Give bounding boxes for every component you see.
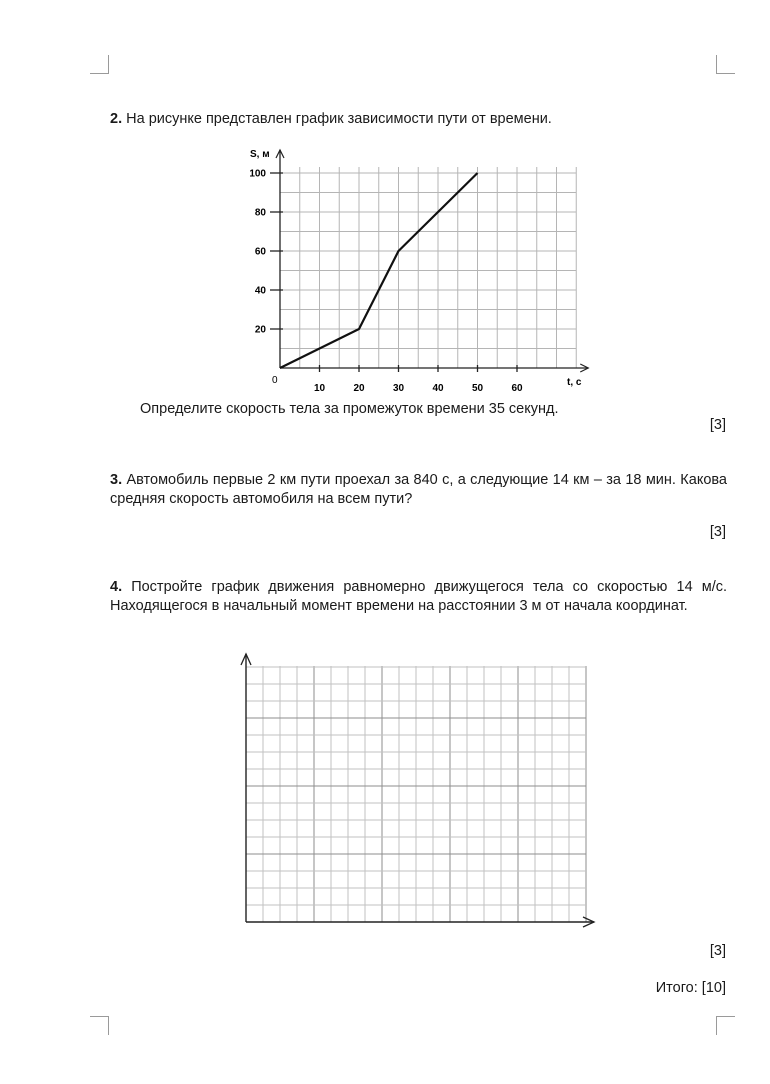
task-3-text: Автомобиль первые 2 км пути проехал за 840 с, а следующие 14 км – за 18 мин. Какова средняя скорость автомобиля на всем пути?	[110, 472, 727, 507]
task-2-statement	[110, 110, 730, 129]
task-2-marks: [3]	[709, 417, 726, 433]
task-2-question: Определите скорость тела за промежуток времени 35 секунд.	[140, 401, 559, 417]
x-tick-label: 40	[432, 383, 444, 394]
task-2-number: 2.	[110, 111, 123, 127]
x-axis-label: t, с	[567, 377, 582, 388]
task-2-text: На рисунке представлен график зависимости пути от времени.	[126, 111, 552, 127]
answer-grid-axes	[241, 654, 594, 927]
crop-mark-bottom-left	[90, 1016, 109, 1035]
total-score: Итого: [10]	[655, 980, 726, 996]
crop-mark-bottom-right	[716, 1016, 735, 1035]
origin-label: 0	[272, 375, 278, 386]
chart-ticks	[249, 169, 523, 395]
answer-grid-lines	[246, 666, 586, 922]
y-tick-label: 80	[254, 207, 266, 219]
task-4-marks: [3]	[709, 943, 726, 959]
chart-axes	[276, 150, 588, 372]
task-4-statement	[110, 578, 727, 616]
y-tick-label: 100	[249, 168, 266, 180]
blank-answer-grid	[236, 650, 602, 940]
crop-mark-top-right	[716, 55, 735, 74]
x-tick-label: 10	[313, 383, 326, 394]
crop-mark-top-left	[90, 55, 109, 74]
x-tick-label: 50	[471, 383, 484, 394]
x-tick-label: 20	[353, 383, 365, 394]
task-4-text: Постройте график движения равномерно движущегося тела со скоростью 14 м/с. Находящегося в начальный момент времени на расстоянии 3 м от начала координат.	[110, 579, 728, 614]
y-tick-label: 60	[254, 246, 266, 258]
task-3-number: 3.	[110, 472, 123, 488]
y-tick-label: 40	[254, 285, 266, 297]
task-3-marks: [3]	[709, 524, 726, 540]
task-4-number: 4.	[110, 579, 123, 595]
chart-grid	[280, 167, 576, 368]
path-time-chart	[230, 140, 600, 395]
y-tick-label: 20	[254, 324, 266, 336]
y-axis-label: S, м	[250, 149, 270, 160]
x-tick-label: 30	[392, 383, 405, 394]
task-3-statement	[110, 471, 727, 509]
x-tick-label: 60	[511, 383, 523, 394]
